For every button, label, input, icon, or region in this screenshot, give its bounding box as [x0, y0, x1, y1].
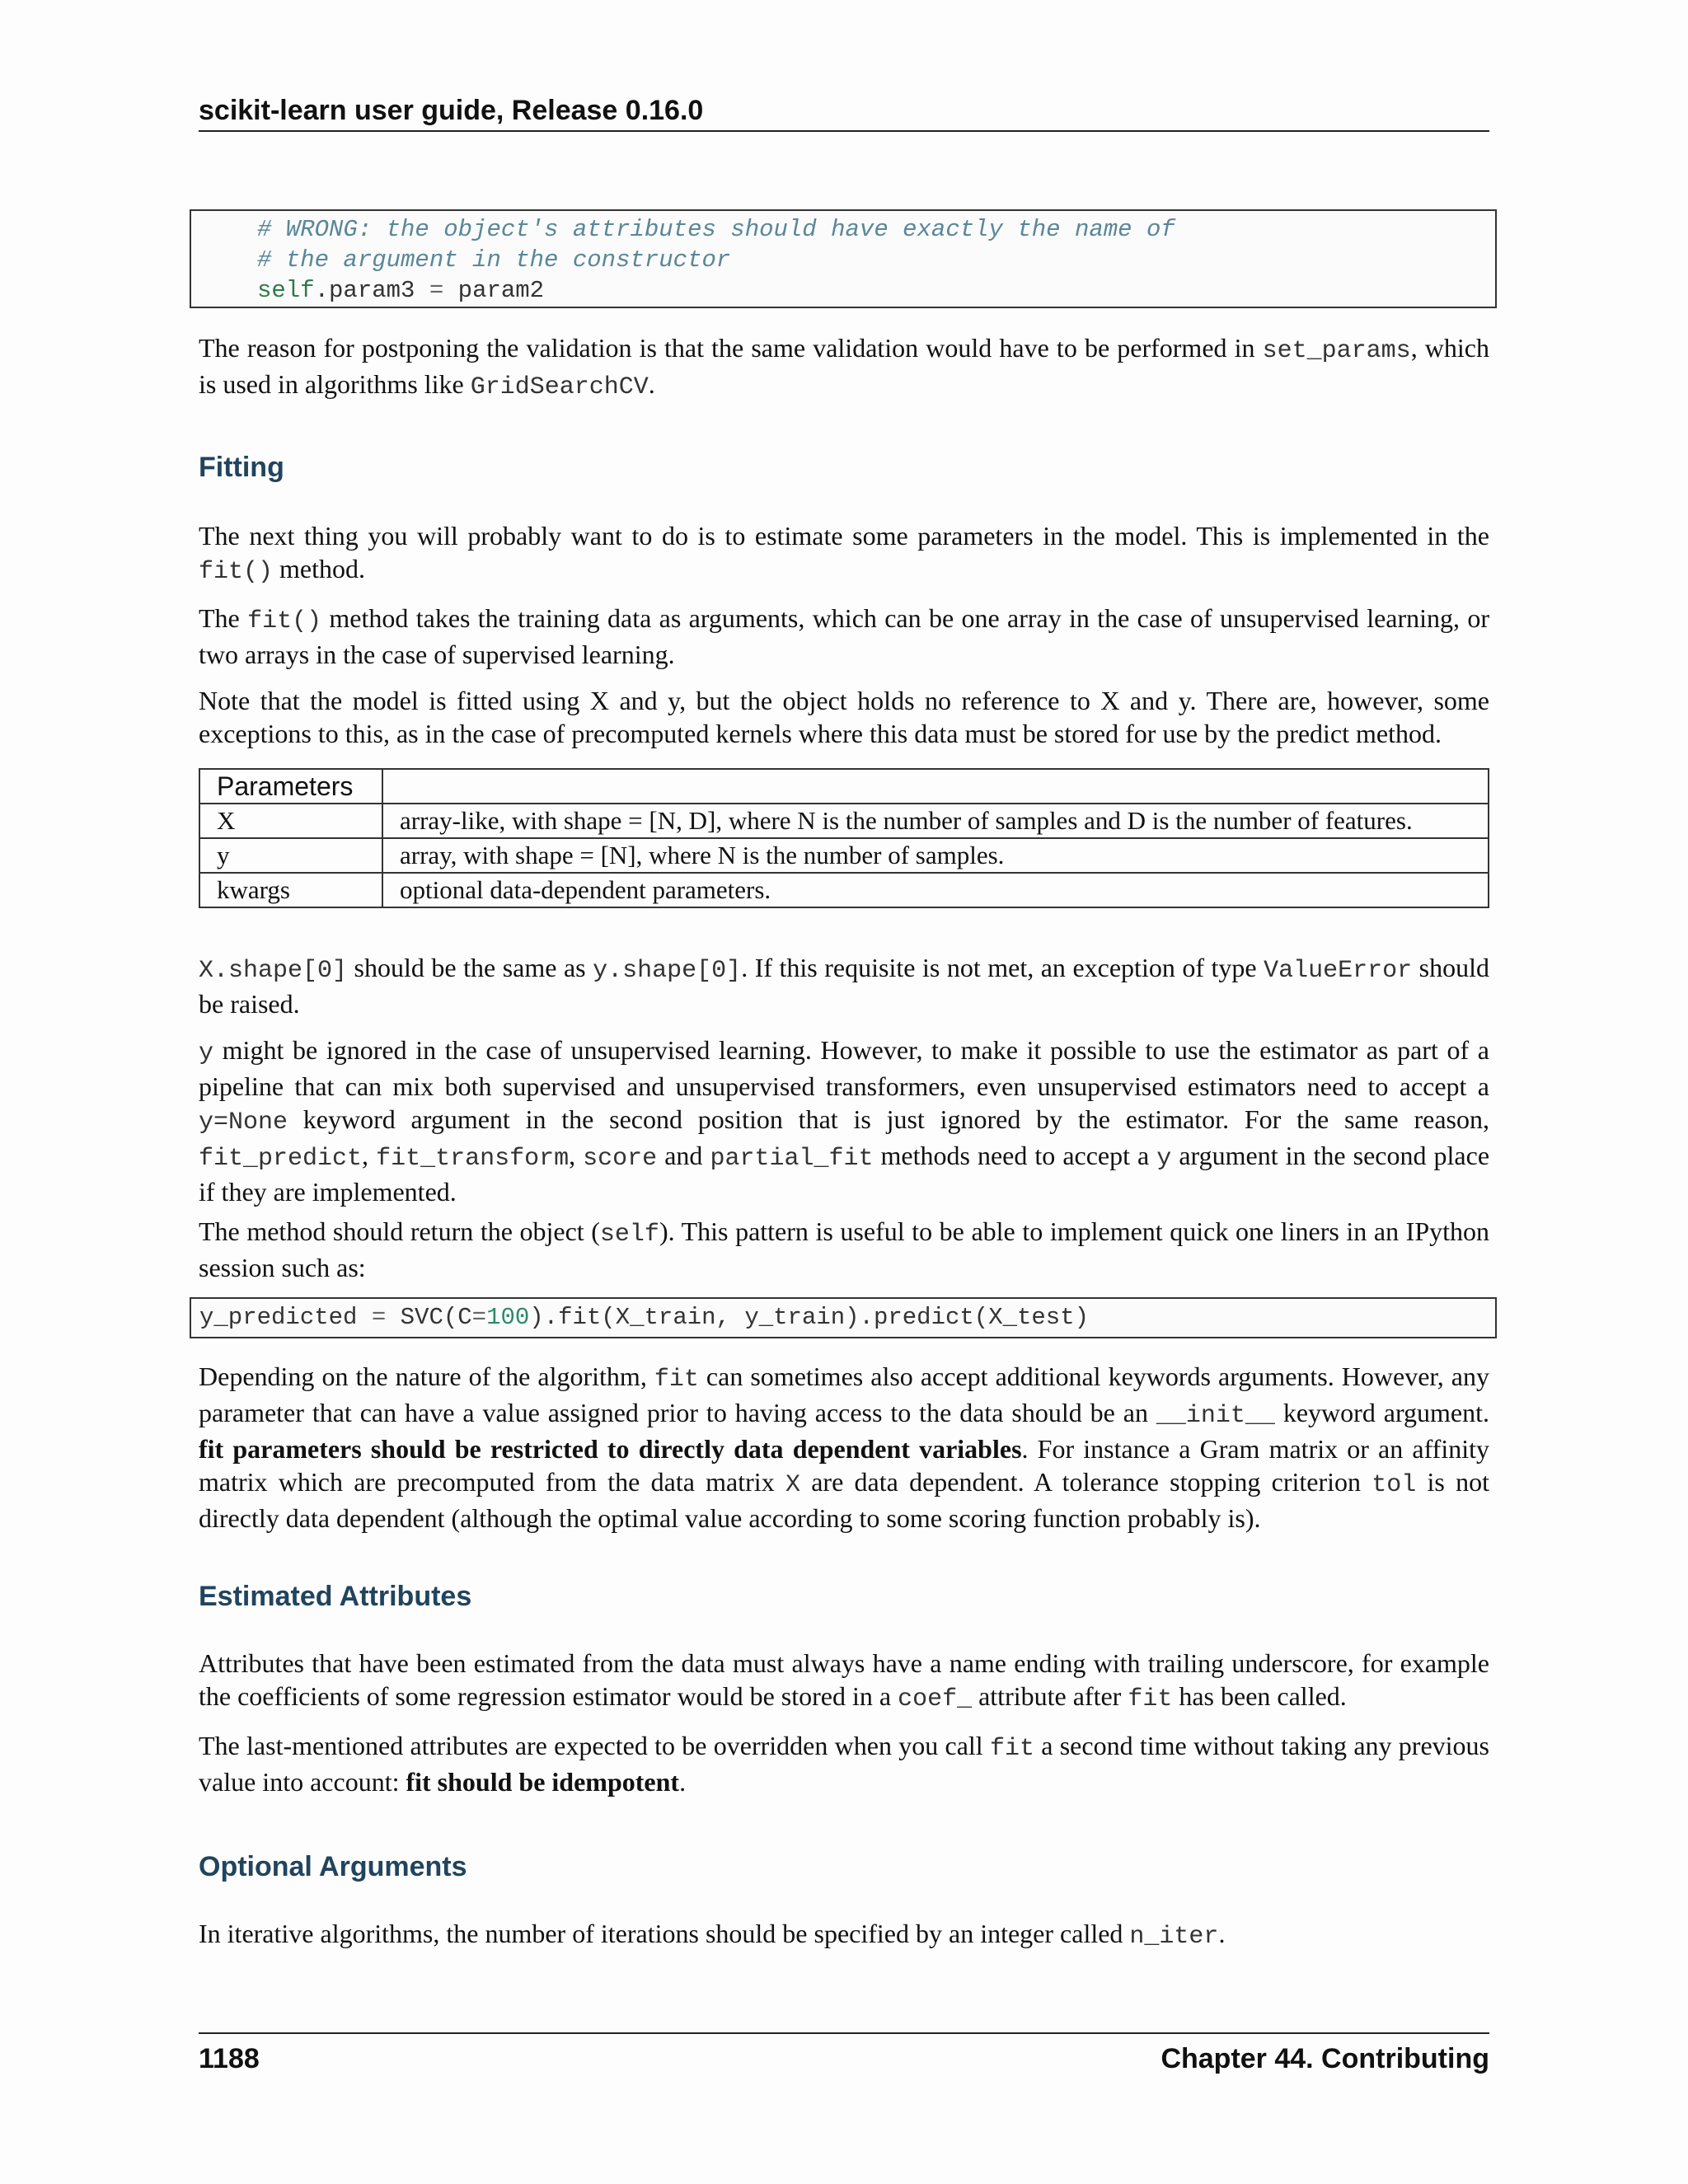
param-name: X — [199, 804, 382, 838]
code-block-wrong-attributes: # WRONG: the object's attributes should have exactly the name of # the argument in the constructor self.param3 = param2 — [190, 209, 1497, 308]
paragraph-return-self: The method should return the object (self). This pattern is useful to be able to implement quick one liners in an IPython session such as: — [199, 1216, 1490, 1282]
param-name: y — [199, 838, 382, 873]
section-heading-fitting: Fitting — [199, 452, 284, 483]
table-row — [199, 873, 1489, 907]
param-description: optional data-dependent parameters. — [382, 873, 1489, 907]
table-header-cell: Parameters — [199, 769, 382, 804]
paragraph-fit-reference: Note that the model is fitted using X and y, but the object holds no reference to X and y. There are, however, some exceptions to this, as in the case of precomputed kernels where this data must be stored for use by the predict method. — [199, 686, 1489, 748]
paragraph-optional: In iterative algorithms, the number of iterations should be specified by an integer called n_iter. — [199, 1919, 1226, 1951]
param-name: kwargs — [199, 873, 382, 907]
paragraph-shape-requirement: X.shape[0] should be the same as y.shape[0]. If this requisite is not met, an exception of type ValueError should be raised. — [199, 953, 1490, 1019]
param-description: array-like, with shape = [N, D], where N is the number of samples and D is the number of features. — [382, 804, 1489, 838]
paragraph-estimated-2: The last-mentioned attributes are expected to be overridden when you call fit a second time without taking any previous value into account: fit should be idempotent. — [199, 1731, 1490, 1797]
paragraph-y-argument: y might be ignored in the case of unsupervised learning. However, to make it possible to use the estimator as part of a pipeline that can mix both supervised and unsupervised transformers, even unsupervised estimators need to accept a y=None keyword argument in the second position that is just ignored by the estimator. For the same reason, fit_predict, fit_transform, score and partial_fit methods need to accept a y argument in the second place if they are implemented. — [199, 1035, 1490, 1207]
section-heading-optional-arguments: Optional Arguments — [199, 1851, 467, 1882]
paragraph-fit-intro: The next thing you will probably want to do is to estimate some parameters in the model. This is implemented in the fit() method. — [199, 521, 1489, 586]
table-header-row — [199, 769, 1489, 804]
table-row — [199, 838, 1489, 873]
footer-divider — [199, 2032, 1489, 2034]
table-row — [199, 804, 1489, 838]
paragraph-fit-keywords: Depending on the nature of the algorithm, fit can sometimes also accept additional keywords arguments. However, any parameter that can have a value assigned prior to having access to the data should be an __init__ keyword argument. fit parameters should be restricted to directly data dependent variables. For instance a Gram matrix or an affinity matrix which are precomputed from the data matrix X are data dependent. A tolerance stopping criterion tol is not directly data dependent (although the optimal value according to some scoring function probably is). — [199, 1361, 1490, 1533]
paragraph-estimated-1: Attributes that have been estimated from the data must always have a name ending with trailing underscore, for example the coefficients of some regression estimator would be stored in a coef_ attribute after fit has been called. — [199, 1648, 1489, 1713]
paragraph-validation: The reason for postponing the validation is that the same validation would have to be performed in set_params, which is used in algorithms like GridSearchCV. — [199, 333, 1490, 401]
code-comment: # WRONG: the object's attributes should have exactly the name of — [257, 216, 1175, 243]
page-number: 1188 — [199, 2043, 260, 2074]
running-header: scikit-learn user guide, Release 0.16.0 — [199, 91, 1489, 132]
paragraph-fit-arguments: The fit() method takes the training data as arguments, which can be one array in the case of unsupervised learning, or two arrays in the case of supervised learning. — [199, 603, 1490, 669]
table-header-empty-cell — [382, 769, 1489, 804]
parameters-table — [199, 768, 1489, 908]
param-description: array, with shape = [N], where N is the number of samples. — [382, 838, 1489, 873]
chapter-title: Chapter 44. Contributing — [1160, 2043, 1489, 2074]
section-heading-estimated-attributes: Estimated Attributes — [199, 1581, 472, 1612]
code-comment: # the argument in the constructor — [257, 246, 731, 274]
code-keyword: self — [257, 277, 315, 304]
code-block-one-liner: y_predicted = SVC(C=100).fit(X_train, y_train).predict(X_test) — [190, 1297, 1497, 1338]
